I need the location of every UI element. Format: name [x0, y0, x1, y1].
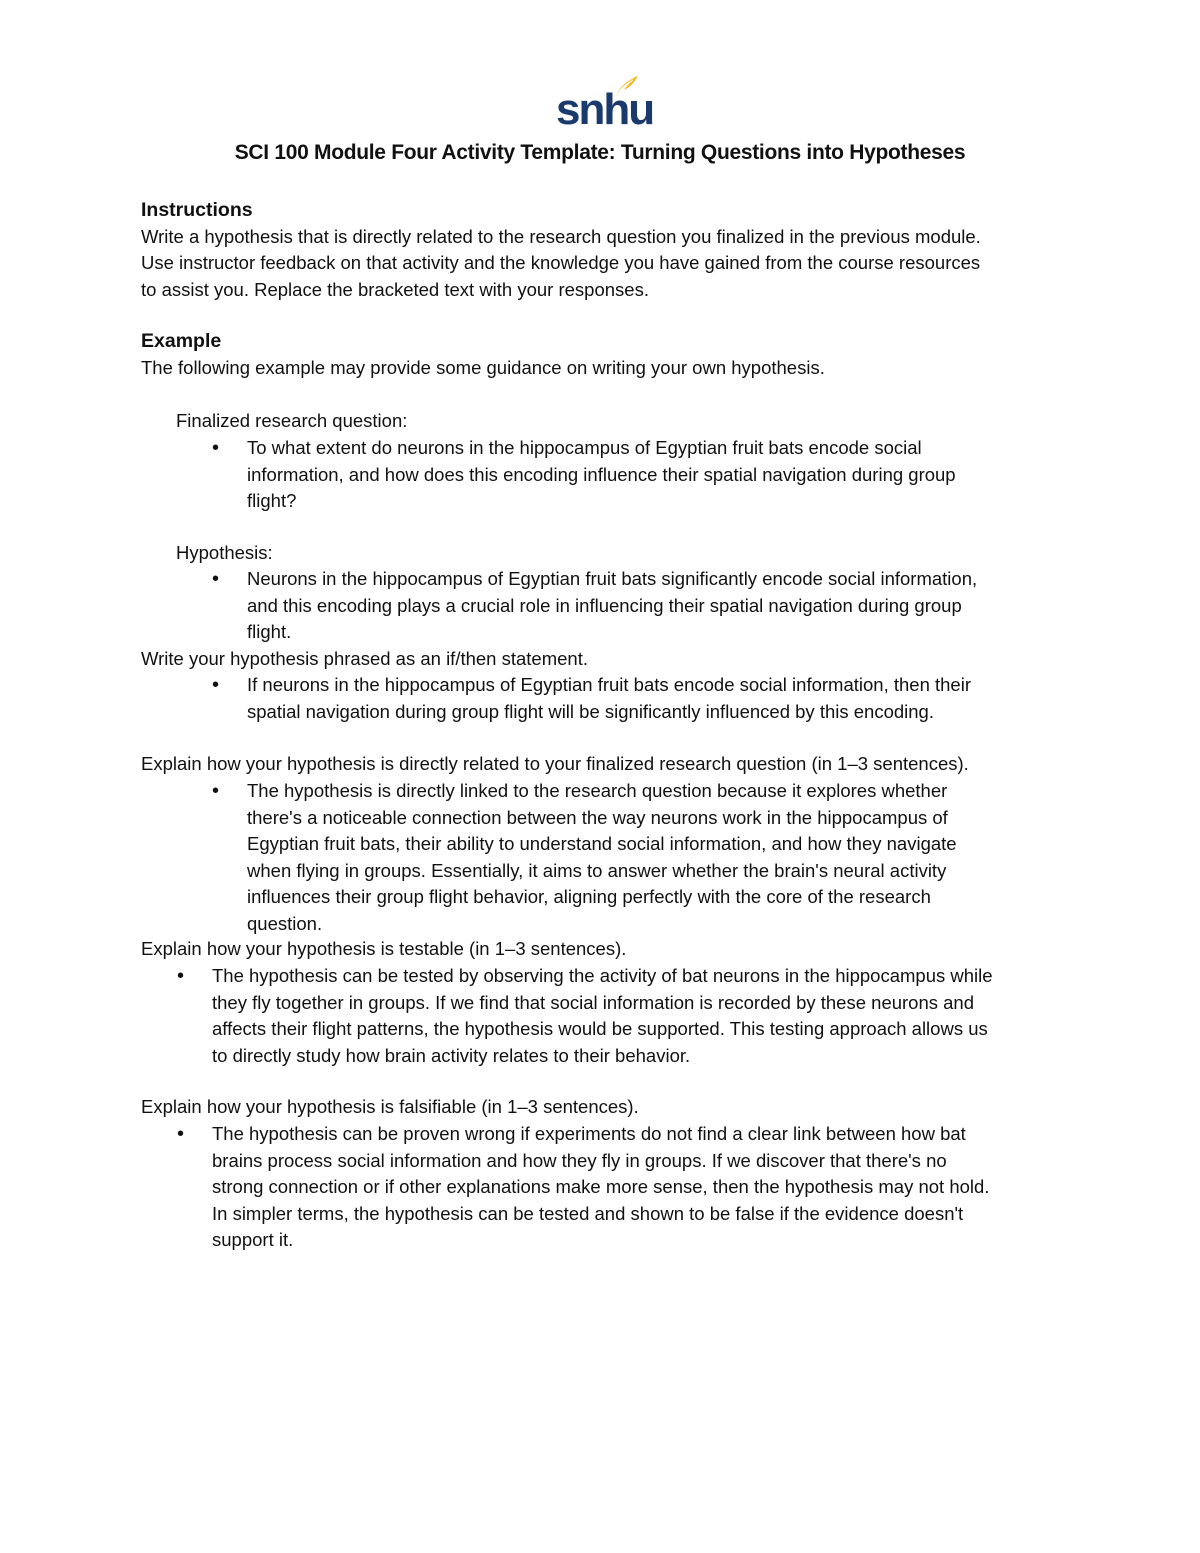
hypothesis-line: • Neurons in the hippocampus of Egyptian fruit bats significantly encode social information,: [247, 568, 978, 589]
related-prompt: Explain how your hypothesis is directly related to your finalized research question (in 1–3 sentences).: [141, 753, 969, 774]
answer-line: question.: [247, 912, 323, 934]
answer-line: • The hypothesis is directly linked to the research question because it explores whether: [247, 780, 948, 801]
list-item: [247, 566, 1067, 646]
answer-line: spatial navigation during group flight will be significantly influenced by this encoding.: [247, 700, 934, 722]
answer-line: there's a noticeable connection between the way neurons work in the hippocampus of: [247, 806, 948, 828]
instructions-line: Write a hypothesis that is directly related to the research question you finalized in the previous module.: [141, 225, 981, 247]
question-line: information, and how does this encoding influence their spatial navigation during group: [247, 463, 956, 485]
ifthen-prompt-block: [141, 646, 1061, 673]
related-prompt-block: [141, 751, 1101, 778]
instructions-heading: Instructions: [141, 199, 253, 221]
answer-line: they fly together in groups. If we find that social information is recorded by these neurons and: [212, 991, 975, 1013]
answer-line: Egyptian fruit bats, their ability to understand social information, and how they navigate: [247, 833, 957, 854]
answer-line: • If neurons in the hippocampus of Egyptian fruit bats encode social information, then their: [247, 674, 971, 695]
instructions-line: to assist you. Replace the bracketed text with your responses.: [141, 278, 649, 300]
testable-prompt-block: [141, 936, 1061, 963]
answer-line: • The hypothesis can be proven wrong if experiments do not find a clear link between how bat: [212, 1123, 966, 1144]
list-item: [212, 1121, 1072, 1254]
hypothesis-line: flight.: [247, 621, 292, 642]
instructions-line: Use instructor feedback on that activity and the knowledge you have gained from the course resources: [141, 252, 981, 273]
answer-line: support it.: [212, 1229, 294, 1250]
page-title: SCI 100 Module Four Activity Template: Turning Questions into Hypotheses: [234, 141, 966, 164]
example-section: [141, 328, 1061, 381]
snhu-logo: [556, 74, 654, 134]
list-item: [247, 778, 1067, 937]
related-answer: [247, 778, 1067, 937]
testable-prompt: Explain how your hypothesis is testable (in 1–3 sentences).: [141, 938, 627, 959]
falsifiable-answer: [212, 1121, 1072, 1254]
question-label: Finalized research question:: [176, 410, 408, 431]
answer-line: In simpler terms, the hypothesis can be tested and shown to be false if the evidence doesn't: [212, 1202, 964, 1224]
question-line: • To what extent do neurons in the hippocampus of Egyptian fruit bats encode social: [247, 437, 922, 458]
example-intro: The following example may provide some guidance on writing your own hypothesis.: [141, 356, 825, 378]
answer-line: to directly study how brain activity relates to their behavior.: [212, 1044, 691, 1066]
answer-line: affects their flight patterns, the hypothesis would be supported. This testing approach allows us: [212, 1018, 988, 1039]
example-question-body: [247, 435, 1067, 515]
example-question: [176, 408, 1056, 435]
list-item: [247, 435, 1067, 515]
instructions-section: [141, 197, 1061, 303]
list-item: [212, 963, 1072, 1069]
example-heading: Example: [141, 330, 222, 352]
answer-line: • The hypothesis can be tested by observing the activity of bat neurons in the hippocampus while: [212, 965, 993, 986]
ifthen-answer: [247, 672, 1067, 725]
hypothesis-label: Hypothesis:: [176, 542, 273, 563]
list-item: [247, 672, 1067, 725]
falsifiable-prompt: Explain how your hypothesis is falsifiable (in 1–3 sentences).: [141, 1096, 639, 1117]
testable-answer: [212, 963, 1072, 1069]
logo-wordmark: snhu: [556, 85, 654, 134]
falsifiable-prompt-block: [141, 1094, 1061, 1121]
question-line: flight?: [247, 490, 297, 511]
answer-line: strong connection or if other explanations make more sense, then the hypothesis may not hold.: [212, 1176, 990, 1197]
answer-line: influences their group flight behavior, aligning perfectly with the core of the research: [247, 886, 931, 907]
answer-line: brains process social information and how they fly in groups. If we discover that there's no: [212, 1149, 947, 1171]
example-hypothesis-body: [247, 566, 1067, 646]
example-hypothesis: [176, 540, 1056, 567]
ifthen-prompt: Write your hypothesis phrased as an if/then statement.: [141, 648, 588, 669]
hypothesis-line: and this encoding plays a crucial role in influencing their spatial navigation during group: [247, 594, 962, 616]
answer-line: when flying in groups. Essentially, it aims to answer whether the brain's neural activity: [247, 859, 947, 881]
